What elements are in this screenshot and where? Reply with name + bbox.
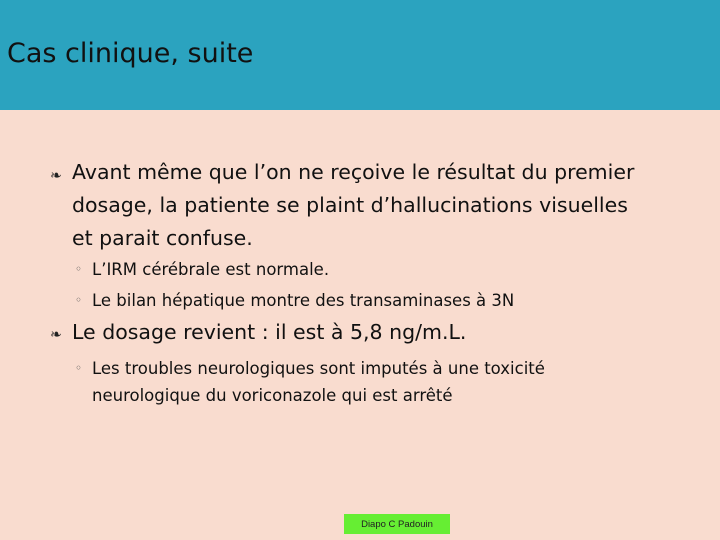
sub-bullet-2: Le bilan hépatique montre des transaminases à 3N bbox=[92, 291, 515, 310]
slide-title: Cas clinique, suite bbox=[7, 38, 254, 69]
bullet-1-line-2: dosage, la patiente se plaint d’hallucinations visuelles bbox=[72, 193, 628, 217]
circle-bullet-icon: ◦ bbox=[75, 262, 83, 276]
bullet-2-line-1: Le dosage revient : il est à 5,8 ng/m.L. bbox=[72, 320, 467, 344]
sub-bullet-3-line-2: neurologique du voriconazole qui est arrêté bbox=[92, 386, 453, 405]
bullet-1-text bbox=[72, 156, 634, 255]
footer-credit-text: Diapo C Padouin bbox=[361, 518, 433, 530]
sub-bullet-3 bbox=[92, 355, 545, 409]
footer-credit-badge bbox=[344, 514, 450, 534]
bullet-1-line-1: Avant même que l’on ne reçoive le résultat du premier bbox=[72, 160, 635, 184]
fleuron-bullet-icon: ❧ bbox=[50, 327, 62, 343]
fleuron-bullet-icon: ❧ bbox=[50, 168, 62, 184]
bullet-1-line-3: et parait confuse. bbox=[72, 226, 253, 250]
bullet-2-text bbox=[72, 316, 466, 349]
sub-bullet-1: L’IRM cérébrale est normale. bbox=[92, 260, 330, 279]
sub-bullet-3-line-1: Les troubles neurologiques sont imputés à une toxicité bbox=[92, 359, 545, 378]
circle-bullet-icon: ◦ bbox=[75, 361, 83, 375]
circle-bullet-icon: ◦ bbox=[75, 293, 83, 307]
